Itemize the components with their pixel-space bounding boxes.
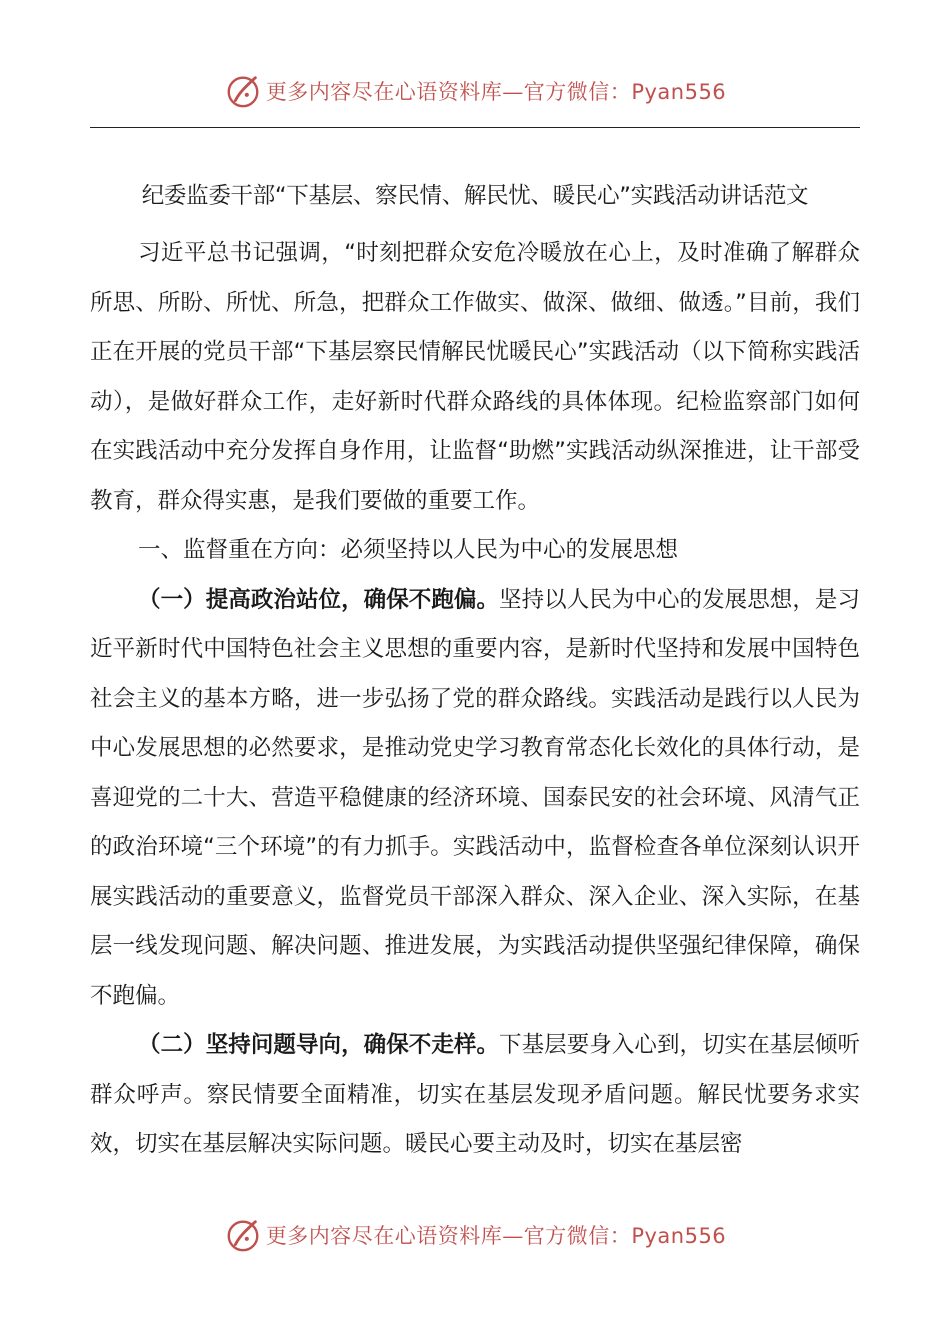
item-2-paragraph	[90, 1021, 860, 1170]
item-1-body: 坚持以人民为中心的发展思想，是习近平新时代中国特色社会主义思想的重要内容，是新时代坚持和发展中国特色社会主义的基本方略，进一步弘扬了党的群众路线。实践活动是践行以人民为中心发展思想的必然要求，是推动党史学习教育常态化长效化的具体行动，是喜迎党的二十大、营造平稳健康的经济环境、国泰民安的社会环境、风清气正的政治环境“三个环境”的有力抓手。实践活动中，监督检查各单位深刻认识开展实践活动的重要意义，监督党员干部深入群众、深入企业、深入实际，在基层一线发现问题、解决问题、推进发展，为实践活动提供坚强纪律保障，确保不跑偏。	[90, 586, 860, 1009]
footer-banner-text: 更多内容尽在心语资料库—官方微信：Pyan556	[265, 1224, 727, 1248]
header-divider	[90, 127, 860, 128]
brush-logo-icon	[224, 72, 262, 110]
item-2-body: 下基层要身入心到，切实在基层倾听群众呼声。察民情要全面精准，切实在基层发现矛盾问题。解民忧要务求实效，切实在基层解决实际问题。暖民心要主动及时，切实在基层密	[90, 1032, 860, 1157]
section-1-heading: 一、监督重在方向：必须坚持以人民为中心的发展思想	[138, 537, 679, 563]
document-title: 纪委监委干部“下基层、察民情、解民忧、暖民心”实践活动讲话范文	[141, 183, 809, 209]
brush-logo-icon	[224, 1216, 262, 1254]
footer-wechat-id: Pyan556	[631, 1224, 727, 1248]
item-1-lead: （一）提高政治站位，确保不跑偏。	[138, 586, 500, 613]
header-banner-text: 更多内容尽在心语资料库—官方微信：Pyan556	[265, 80, 727, 104]
item-2-lead: （二）坚持问题导向，确保不走样。	[138, 1032, 500, 1058]
intro-paragraph: 习近平总书记强调，“时刻把群众安危冷暖放在心上，及时准确了解群众所思、所盼、所忧、所急，把群众工作做实、做深、做细、做透。”目前，我们正在开展的党员干部“下基层察民情解民忧暖民心”实践活动（以下简称实践活动），是做好群众工作，走好新时代群众路线的具体体现。纪检监察部门如何在实践活动中充分发挥自身作用，让监督“助燃”实践活动纵深推进，让干部受教育，群众得实惠，是我们要做的重要工作。	[90, 240, 860, 514]
header-wechat-id: Pyan556	[631, 80, 727, 104]
item-1-paragraph	[90, 576, 860, 1022]
document-body	[90, 171, 860, 1170]
footer-banner	[0, 1216, 950, 1254]
header-banner	[0, 72, 950, 110]
